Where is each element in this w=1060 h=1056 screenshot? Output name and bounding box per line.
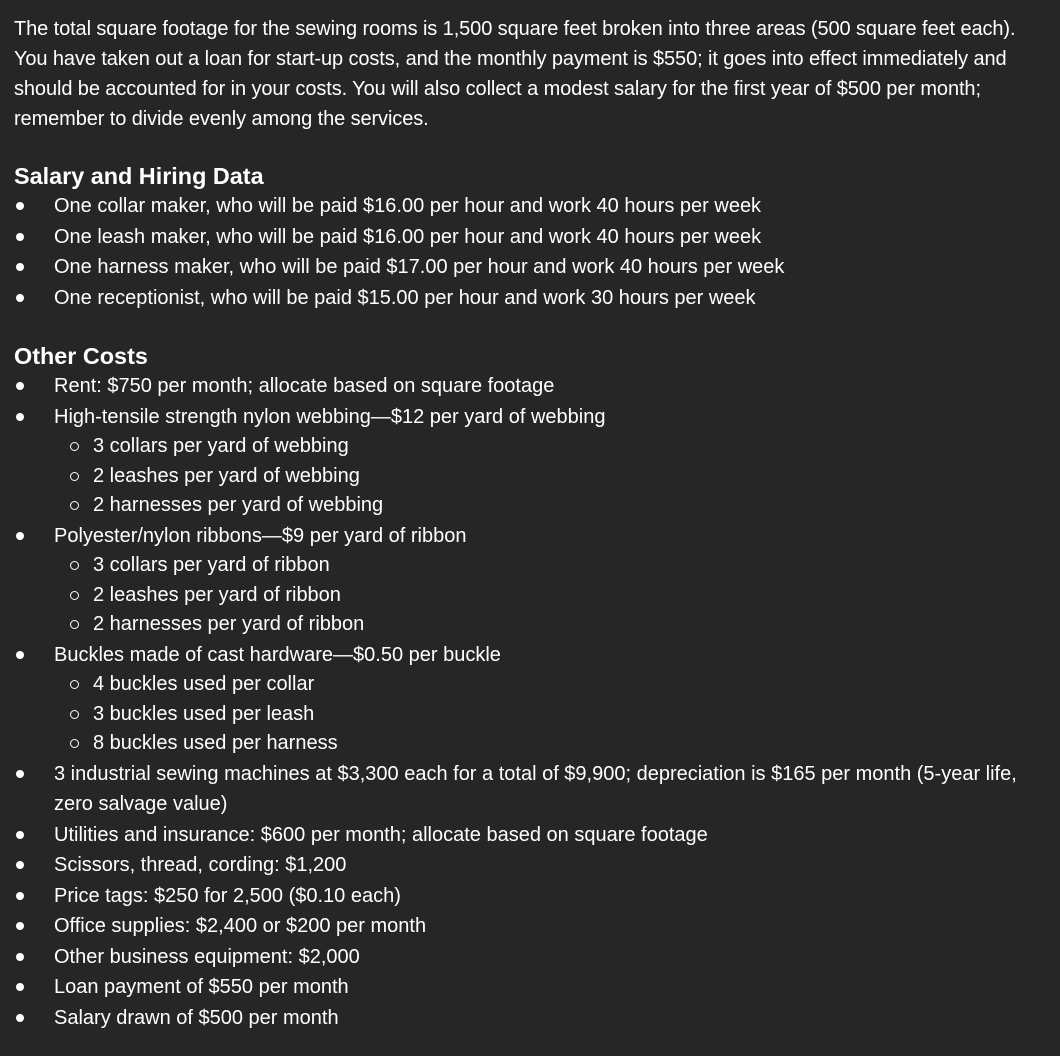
list-item-text: 3 industrial sewing machines at $3,300 each for a total of $9,900; depreciation is $165 per month (5-year life, zero salvage value) (54, 762, 1017, 815)
sub-list-item (14, 729, 1044, 759)
list-item (14, 942, 1044, 973)
list-item (14, 1003, 1044, 1034)
sub-list-item (14, 491, 1044, 521)
list-item (14, 283, 1044, 314)
sub-list-item-text: 3 collars per yard of webbing (93, 435, 349, 457)
bullet-icon (16, 233, 24, 241)
list-item-text: One collar maker, who will be paid $16.00 per hour and work 40 hours per week (54, 195, 762, 217)
bullet-icon (16, 892, 24, 900)
sub-list-item-text: 2 harnesses per yard of webbing (93, 494, 384, 516)
bullet-icon (16, 532, 24, 540)
list-item (14, 640, 1044, 671)
bullet-icon (16, 382, 24, 390)
list-item (14, 850, 1044, 881)
list-item-text: Rent: $750 per month; allocate based on square footage (54, 375, 555, 397)
hollow-bullet-icon (70, 591, 79, 600)
bullet-icon (16, 651, 24, 659)
bullet-icon (16, 263, 24, 271)
bullet-icon (16, 953, 24, 961)
list-item (14, 759, 1044, 820)
hollow-bullet-icon (70, 710, 79, 719)
other-costs-list (14, 371, 1044, 432)
salary-list (14, 191, 1044, 313)
buckle-sublist (14, 670, 1044, 759)
sub-list-item-text: 4 buckles used per collar (93, 673, 315, 695)
intro-paragraph: The total square footage for the sewing rooms is 1,500 square feet broken into three areas (500 square feet each). You have taken out a loan for start-up costs, and the monthly payment is $550; it goes into effect immediately and should be accounted for in your costs. You will also collect a modest salary for the first year of $500 per month; remember to divide evenly among the services. (14, 18, 1016, 130)
hollow-bullet-icon (70, 442, 79, 451)
list-item (14, 252, 1044, 283)
bullet-icon (16, 922, 24, 930)
list-item (14, 371, 1044, 402)
bullet-icon (16, 202, 24, 210)
bullet-icon (16, 861, 24, 869)
bullet-icon (16, 831, 24, 839)
sub-list-item-text: 2 leashes per yard of ribbon (93, 583, 341, 606)
bullet-icon (16, 1014, 24, 1022)
bullet-icon (16, 770, 24, 778)
list-item-text: Scissors, thread, cording: $1,200 (54, 854, 347, 876)
other-costs-list (14, 759, 1044, 1034)
other-costs-list (14, 521, 1044, 552)
sub-list-item-text: 8 buckles used per harness (93, 732, 338, 754)
list-item-text: Polyester/nylon ribbons—$9 per yard of ribbon (54, 524, 467, 547)
sub-list-item-text: 3 buckles used per leash (93, 702, 315, 725)
list-item (14, 521, 1044, 552)
other-costs-heading: Other Costs (14, 343, 148, 369)
list-item-text: Office supplies: $2,400 or $200 per month (54, 915, 427, 937)
list-item-text: Salary drawn of $500 per month (54, 1006, 339, 1029)
sub-list-item (14, 610, 1044, 640)
list-item (14, 402, 1044, 433)
sub-list-item (14, 700, 1044, 730)
hollow-bullet-icon (70, 680, 79, 689)
bullet-icon (16, 983, 24, 991)
list-item-text: Buckles made of cast hardware—$0.50 per buckle (54, 643, 501, 666)
list-item-text: One harness maker, who will be paid $17.00 per hour and work 40 hours per week (54, 256, 785, 278)
sub-list-item (14, 551, 1044, 581)
other-costs-list (14, 640, 1044, 671)
sub-list-item (14, 581, 1044, 611)
list-item-text: Price tags: $250 for 2,500 ($0.10 each) (54, 884, 401, 907)
list-item (14, 820, 1044, 851)
sub-list-item-text: 2 harnesses per yard of ribbon (93, 613, 365, 635)
list-item-text: Utilities and insurance: $600 per month; allocate based on square footage (54, 823, 708, 846)
sub-list-item (14, 432, 1044, 462)
sub-list-item-text: 2 leashes per yard of webbing (93, 464, 360, 487)
sub-list-item (14, 670, 1044, 700)
hollow-bullet-icon (70, 620, 79, 629)
hollow-bullet-icon (70, 739, 79, 748)
list-item-text: One leash maker, who will be paid $16.00 per hour and work 40 hours per week (54, 225, 762, 248)
webbing-sublist (14, 432, 1044, 521)
hollow-bullet-icon (70, 501, 79, 510)
list-item-text: High-tensile strength nylon webbing—$12 per yard of webbing (54, 405, 606, 428)
sub-list-item-text: 3 collars per yard of ribbon (93, 554, 330, 576)
list-item (14, 191, 1044, 222)
list-item-text: Other business equipment: $2,000 (54, 945, 360, 968)
list-item (14, 972, 1044, 1003)
salary-hiring-heading: Salary and Hiring Data (14, 163, 264, 189)
list-item (14, 911, 1044, 942)
list-item-text: Loan payment of $550 per month (54, 976, 349, 998)
list-item (14, 881, 1044, 912)
list-item (14, 222, 1044, 253)
hollow-bullet-icon (70, 561, 79, 570)
bullet-icon (16, 413, 24, 421)
ribbon-sublist (14, 551, 1044, 640)
bullet-icon (16, 294, 24, 302)
list-item-text: One receptionist, who will be paid $15.00 per hour and work 30 hours per week (54, 286, 756, 309)
sub-list-item (14, 462, 1044, 492)
hollow-bullet-icon (70, 472, 79, 481)
